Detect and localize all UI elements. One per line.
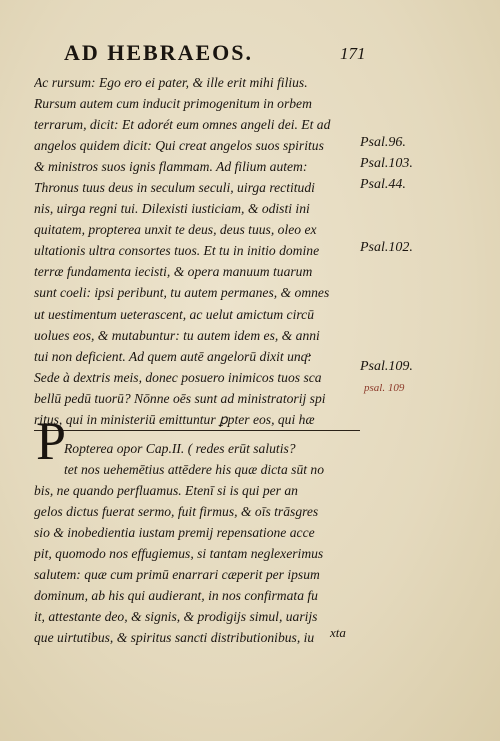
- text-line: Rursum autem cum inducit primogenitum in orbem: [34, 96, 312, 112]
- text-line: ultationis ultra consortes tuos. Et tu in initio domine: [34, 243, 320, 259]
- text-line: sunt coeli: ipsi peribunt, tu autem permanes, & omnes: [34, 285, 330, 301]
- text-line: tet nos uehemētius attēdere his quæ dicta sūt no: [64, 461, 325, 477]
- margin-ref: Psal.109.: [360, 359, 413, 374]
- drop-capital: P: [36, 411, 67, 471]
- text-line: bellū pedū tuorū? Nōnne oēs sunt ad ministratorij spi: [34, 390, 326, 406]
- text-line: gelos dictus fuerat sermo, fuit firmus, & oīs trāsgres: [34, 503, 319, 519]
- margin-ref: Psal.102.: [360, 240, 413, 255]
- margin-ref: Psal.103.: [360, 156, 413, 171]
- text-line: pit, quomodo nos effugiemus, si tantam neglexerimus: [34, 546, 324, 562]
- text-line: terrarum, dicit: Et adorét eum omnes angeli dei. Et ad: [34, 117, 331, 133]
- text-line: nis, uirga regni tui. Dilexisti iusticiam, & odisti ini: [34, 201, 310, 217]
- text-line: Thronus tuus deus in seculum seculi, uirga rectitudi: [34, 180, 315, 196]
- text-line: Sede à dextris meis, donec posuero inimicos tuos sca: [34, 369, 322, 385]
- page-number: 171: [340, 44, 366, 63]
- text-line: sio & inobedientia iustam premij repensatione acce: [34, 524, 315, 540]
- margin-ref: Psal.96.: [360, 135, 406, 150]
- text-line: terræ fundamenta iecisti, & opera manuum tuarum: [34, 264, 313, 280]
- main-text: [34, 72, 360, 648]
- text-line: bis, ne quando perfluamus. Etenī si is qui per an: [34, 482, 298, 498]
- text-line: quitatem, propterea unxit te deus, deus tuus, oleo ex: [34, 222, 317, 238]
- text-line: salutem: quæ cum primū enarrari cæperit per ipsum: [34, 567, 320, 583]
- text-line: uolues eos, & mutabuntur: tu autem idem es, & anni: [34, 327, 320, 343]
- text-line: it, attestante deo, & signis, & prodigijs simul, uarijs: [34, 609, 318, 625]
- text-line: Ac rursum: Ego ero ei pater, & ille erit mihi filius.: [34, 75, 308, 90]
- paragraph-gap: [34, 431, 360, 438]
- text-line: ut uestimentum ueterascent, ac uelut amictum circū: [34, 306, 314, 322]
- text-line: que uirtutibus, & spiritus sancti distributionibus, iu: [34, 630, 315, 646]
- text-line: tui non deficient. Ad quem autē angelorū dixit unqͣ:: [34, 348, 312, 364]
- running-head: AD HEBRAEOS.: [64, 40, 254, 65]
- handwritten-note: psal. 109: [364, 382, 405, 394]
- text-line-underlined: ritus, qui in ministeriū emittuntur ꝑpter eos, qui hæ: [34, 409, 360, 431]
- text-line: dominum, ab his qui audierant, in nos confirmata fu: [34, 588, 318, 604]
- margin-ref: Psal.44.: [360, 177, 406, 192]
- text-line: & ministros suos ignis flammam. Ad filium autem:: [34, 159, 308, 175]
- catchword: xta: [330, 625, 346, 640]
- chapter-first-line: Ropterea opor Cap.II. ( redes erūt salutis?: [64, 440, 296, 456]
- text-line: angelos quidem dicit: Qui creat angelos suos spiritus: [34, 138, 324, 154]
